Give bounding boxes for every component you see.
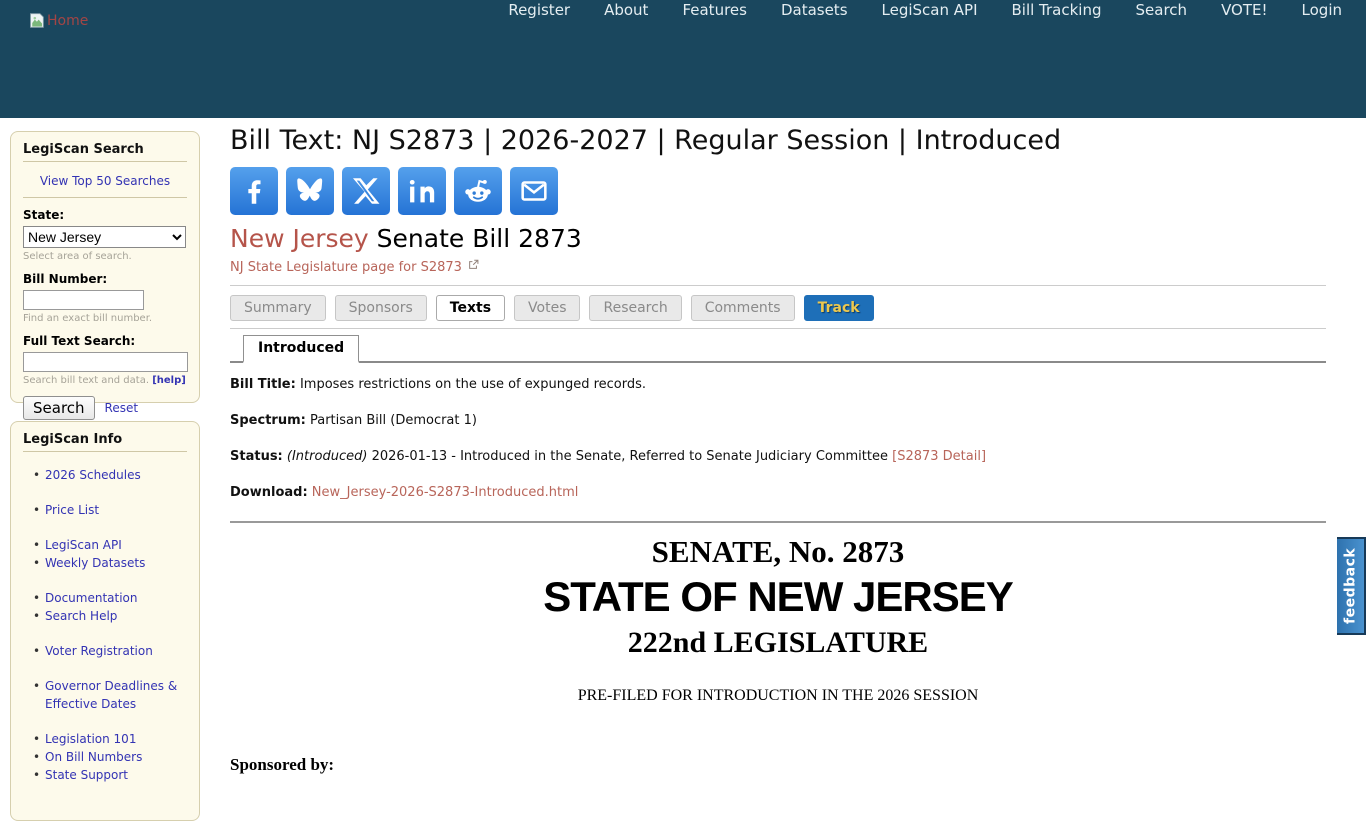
bill-tabs <box>230 295 1326 321</box>
info-link-schedules[interactable]: • 2026 Schedules <box>33 466 187 484</box>
state-label: State: <box>23 208 65 222</box>
site-header <box>0 0 1366 118</box>
tab-votes[interactable]: Votes <box>514 295 580 321</box>
nav-legiscan-api[interactable]: LegiScan API <box>881 1 978 19</box>
search-panel-title: LegiScan Search <box>23 142 187 162</box>
doc-legislature: 222nd LEGISLATURE <box>627 626 929 659</box>
email-share-icon[interactable] <box>510 167 558 215</box>
document-tab-bar <box>230 335 1326 363</box>
tab-introduced[interactable]: Introduced <box>243 335 359 363</box>
feedback-button[interactable]: feedback <box>1337 537 1366 635</box>
download-link[interactable]: New_Jersey-2026-S2873-Introduced.html <box>311 485 579 500</box>
nav-features[interactable]: Features <box>682 1 747 19</box>
bill-detail-link[interactable]: [S2873 Detail] <box>892 449 987 464</box>
tab-sponsors[interactable]: Sponsors <box>335 295 427 321</box>
download-row: Download: New_Jersey-2026-S2873-Introduced.html <box>230 485 579 500</box>
nav-register[interactable]: Register <box>508 1 571 19</box>
help-link[interactable]: [help] <box>152 375 186 386</box>
spectrum-row: Spectrum: Partisan Bill (Democrat 1) <box>230 413 477 428</box>
info-link-on-bill-numbers[interactable]: • On Bill Numbers <box>33 748 187 766</box>
status-row: Status: (Introduced) 2026-01-13 - Introduced in the Senate, Referred to Senate Judiciary Committee [S2873 Detail] <box>230 449 987 464</box>
legislature-link-row <box>230 259 1326 275</box>
info-link-search-help[interactable]: • Search Help <box>33 607 187 625</box>
info-link-weekly-datasets[interactable]: • Weekly Datasets <box>33 554 187 572</box>
state-hint: Select area of search. <box>23 251 132 262</box>
bill-number-label: Bill Number: <box>23 272 108 286</box>
doc-state-title: STATE OF NEW JERSEY <box>543 573 1013 620</box>
info-link-price-list[interactable]: • Price List <box>33 501 187 519</box>
bluesky-share-icon[interactable] <box>286 167 334 215</box>
legiscan-search-panel <box>10 131 200 417</box>
tab-research[interactable]: Research <box>589 295 681 321</box>
nav-about[interactable]: About <box>604 1 649 19</box>
info-link-documentation[interactable]: • Documentation <box>33 589 187 607</box>
broken-image-icon <box>28 12 45 29</box>
page-title: Bill Text: NJ S2873 | 2026-2027 | Regular Session | Introduced <box>230 125 1062 156</box>
bill-heading: New Jersey Senate Bill 2873 <box>230 224 582 253</box>
search-button[interactable]: Search <box>23 396 95 420</box>
linkedin-share-icon[interactable] <box>398 167 446 215</box>
nav-bill-tracking[interactable]: Bill Tracking <box>1011 1 1102 19</box>
info-link-governor-deadlines[interactable]: • Governor Deadlines & Effective Dates <box>33 677 187 713</box>
state-link[interactable]: New Jersey <box>230 224 369 253</box>
info-link-legislation-101[interactable]: • Legislation 101 <box>33 730 187 748</box>
doc-prefiled-note: PRE-FILED FOR INTRODUCTION IN THE 2026 SESSION <box>577 687 979 704</box>
home-logo-link[interactable] <box>28 12 88 29</box>
divider-above-document <box>230 521 1326 523</box>
external-link-icon <box>468 259 479 274</box>
tab-comments[interactable]: Comments <box>691 295 795 321</box>
doc-sponsored-by: Sponsored by: <box>230 755 335 774</box>
bill-number-hint: Find an exact bill number. <box>23 313 153 324</box>
legislature-page-link[interactable]: NJ State Legislature page for S2873 <box>230 260 462 275</box>
tab-track[interactable]: Track <box>804 295 874 321</box>
divider-under-heading <box>230 285 1326 286</box>
nav-datasets[interactable]: Datasets <box>780 1 848 19</box>
info-link-state-support[interactable]: • State Support <box>33 766 187 784</box>
x-twitter-share-icon[interactable] <box>342 167 390 215</box>
doc-senate-number: SENATE, No. 2873 <box>651 534 905 569</box>
info-link-legiscan-api[interactable]: • LegiScan API <box>33 536 187 554</box>
nav-search[interactable]: Search <box>1135 1 1188 19</box>
state-select[interactable] <box>23 226 186 248</box>
home-logo-alt-text: Home <box>47 12 89 29</box>
full-text-search-label: Full Text Search: <box>23 334 136 348</box>
share-icons-row <box>230 167 1326 215</box>
nav-login[interactable]: Login <box>1301 1 1342 19</box>
tab-summary[interactable]: Summary <box>230 295 326 321</box>
top-navigation <box>508 1 1342 19</box>
reset-link[interactable]: Reset <box>104 401 139 415</box>
full-text-hint: Search bill text and data. [help] <box>23 375 186 386</box>
view-top-searches-link[interactable]: View Top 50 Searches <box>39 174 171 188</box>
info-panel-title: LegiScan Info <box>23 432 187 452</box>
facebook-share-icon[interactable] <box>230 167 278 215</box>
info-link-voter-registration[interactable]: • Voter Registration <box>33 642 187 660</box>
main-content <box>230 125 1326 775</box>
bill-document-preview <box>230 534 1326 775</box>
bill-details <box>230 377 1326 501</box>
bill-title-row: Bill Title: Imposes restrictions on the use of expunged records. <box>230 377 647 392</box>
nav-vote[interactable]: VOTE! <box>1221 1 1268 19</box>
full-text-search-input[interactable] <box>23 352 188 372</box>
legiscan-info-panel <box>10 421 200 821</box>
reddit-share-icon[interactable] <box>454 167 502 215</box>
divider-under-tabs <box>230 328 1326 329</box>
bill-number-input[interactable] <box>23 290 144 310</box>
tab-texts[interactable]: Texts <box>436 295 505 321</box>
